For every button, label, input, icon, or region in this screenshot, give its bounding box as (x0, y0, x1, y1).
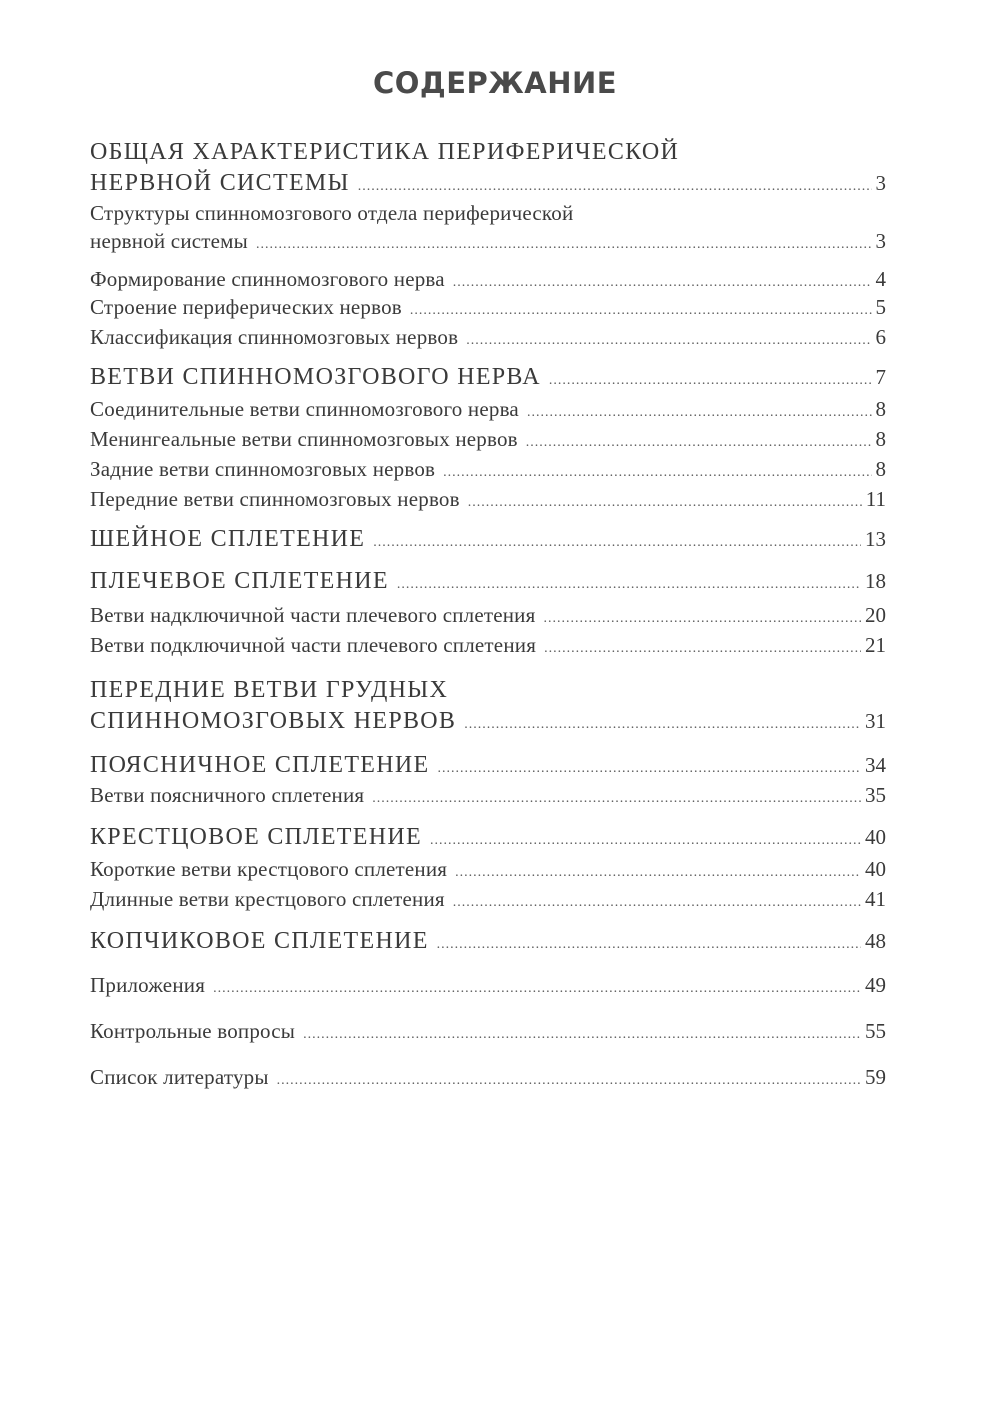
toc-entry[interactable] (90, 426, 886, 456)
toc-entry-title: ПЛЕЧЕВОЕ СПЛЕТЕНИЕ (90, 568, 389, 594)
toc-entry-title-line: ОБЩАЯ ХАРАКТЕРИСТИКА ПЕРИФЕРИЧЕСКОЙ (90, 139, 680, 165)
toc-entry-page-number: 13 (865, 527, 886, 551)
toc-entry[interactable] (90, 822, 886, 856)
dot-leader (435, 460, 871, 486)
toc-entry-page-number: 59 (865, 1065, 886, 1089)
dot-leader (295, 1022, 861, 1048)
dot-leader (429, 930, 861, 960)
dot-leader (365, 528, 861, 558)
page-title: СОДЕРЖАНИЕ (372, 66, 618, 100)
toc-entry-title: Передние ветви спинномозговых нервов (90, 487, 460, 511)
toc-entry-page-number: 31 (865, 709, 886, 733)
toc-entry-title: Менингеальные ветви спинномозговых нервов (90, 427, 518, 451)
toc-entry-title: Классификация спинномозговых нервов (90, 325, 459, 349)
toc-entry-title: Контрольные вопросы (90, 1019, 296, 1043)
toc-entry-page-number: 8 (875, 397, 886, 421)
dot-leader (269, 1068, 861, 1094)
toc-entry-row (90, 972, 886, 1002)
toc-entry-title: КОПЧИКОВОЕ СПЛЕТЕНИЕ (90, 928, 429, 954)
toc-entry-row (90, 926, 886, 960)
toc-entry-row (90, 566, 886, 600)
toc-entry-page-number: 18 (865, 569, 886, 593)
toc-entry-page-number: 7 (875, 365, 886, 389)
toc-entry-page-number: 3 (875, 229, 886, 253)
toc-entry-page-number: 41 (865, 887, 886, 911)
toc-entry-row (90, 856, 886, 886)
toc-entry-row (90, 886, 886, 916)
toc-entry[interactable] (90, 602, 886, 632)
dot-leader (248, 232, 872, 258)
toc-entry-title: Строение периферических нервов (90, 295, 402, 319)
toc-entry[interactable] (90, 324, 886, 354)
toc-entry-title: Формирование спинномозгового нерва (90, 267, 445, 291)
toc-entry-row (90, 294, 886, 324)
toc-entry-row (90, 456, 886, 486)
toc-entry[interactable] (90, 674, 886, 740)
dot-leader (456, 710, 861, 740)
dot-leader (205, 976, 861, 1002)
dot-leader (458, 328, 871, 354)
dot-leader (535, 606, 861, 632)
dot-leader (402, 298, 872, 324)
toc-entry-title: Ветви подключичной части плечевого сплетения (90, 633, 537, 657)
toc-entry-row (90, 1018, 886, 1048)
toc-entry[interactable] (90, 362, 886, 396)
toc-entry-title: Приложения (90, 973, 206, 997)
toc-entry-title: ШЕЙНОЕ СПЛЕТЕНИЕ (90, 526, 366, 552)
toc-entry-row (90, 324, 886, 354)
toc-entry-page-number: 48 (865, 929, 886, 953)
toc-entry-title-line: Структуры спинномозгового отдела периферической (90, 201, 574, 225)
toc-entry-row (90, 632, 886, 662)
toc-entry-page-number: 5 (875, 295, 886, 319)
toc-entry[interactable] (90, 972, 886, 1002)
toc-entry-row (90, 782, 886, 812)
toc-entry[interactable] (90, 198, 886, 258)
toc-entry[interactable] (90, 266, 886, 296)
toc-entry[interactable] (90, 926, 886, 960)
toc-entry-page-number: 49 (865, 973, 886, 997)
toc-entry-title: Ветви надключичной части плечевого сплетения (90, 603, 536, 627)
toc-entry-title: ПОЯСНИЧНОЕ СПЛЕТЕНИЕ (90, 752, 430, 778)
toc-entry-title: Список литературы (90, 1065, 269, 1089)
toc-entry-row (90, 1064, 886, 1094)
dot-leader (460, 490, 862, 516)
toc-entry-page-number: 55 (865, 1019, 886, 1043)
toc-entry[interactable] (90, 632, 886, 662)
dot-leader (536, 636, 861, 662)
dot-leader (364, 786, 861, 812)
toc-entry-page-number: 8 (875, 427, 886, 451)
toc-entry-row (90, 396, 886, 426)
dot-leader (518, 430, 872, 456)
toc-entry-title: Короткие ветви крестцового сплетения (90, 857, 448, 881)
toc-entry[interactable] (90, 294, 886, 324)
toc-entry-row (90, 228, 886, 258)
toc-entry-row (90, 602, 886, 632)
toc-entry[interactable] (90, 1018, 886, 1048)
toc-entry-page-number: 21 (865, 633, 886, 657)
toc-entry-row (90, 524, 886, 558)
toc-entry-page-number: 8 (875, 457, 886, 481)
toc-entry[interactable] (90, 782, 886, 812)
toc-entry-page-number: 6 (875, 325, 886, 349)
toc-entry-page-number: 4 (875, 267, 886, 291)
toc-entry-page-number: 3 (875, 171, 886, 195)
toc-entry-title: КРЕСТЦОВОЕ СПЛЕТЕНИЕ (90, 824, 422, 850)
toc-entry[interactable] (90, 566, 886, 600)
toc-entry-page-number: 40 (865, 857, 886, 881)
toc-entry-page-number: 40 (865, 825, 886, 849)
toc-entry-row (90, 486, 886, 516)
dot-leader (519, 400, 872, 426)
toc-entry[interactable] (90, 524, 886, 558)
toc-entry-title: НЕРВНОЙ СИСТЕМЫ (90, 170, 350, 196)
dot-leader (445, 270, 872, 296)
toc-entry-title: Соединительные ветви спинномозгового нерва (90, 397, 519, 421)
toc-entry[interactable] (90, 396, 886, 426)
toc-entry-title-line: ПЕРЕДНИЕ ВЕТВИ ГРУДНЫХ (90, 677, 449, 703)
dot-leader (422, 826, 861, 856)
toc-entry-title: нервной системы (90, 229, 248, 253)
toc-entry-row (90, 426, 886, 456)
toc-entry-title: ВЕТВИ СПИННОМОЗГОВОГО НЕРВА (90, 364, 541, 390)
dot-leader (445, 890, 861, 916)
toc-entry-row (90, 706, 886, 740)
toc-entry-page-number: 11 (865, 487, 886, 511)
toc-entry-row (90, 822, 886, 856)
toc-entry-title: Ветви поясничного сплетения (90, 783, 365, 807)
toc-entry-title: СПИННОМОЗГОВЫХ НЕРВОВ (90, 708, 457, 734)
toc-entry-title: Длинные ветви крестцового сплетения (90, 887, 445, 911)
toc-entry-row (90, 750, 886, 784)
toc-entry-row (90, 266, 886, 296)
dot-leader (447, 860, 861, 886)
toc-entry-title: Задние ветви спинномозговых нервов (90, 457, 436, 481)
toc-entry-page-number: 34 (865, 753, 886, 777)
toc-entry[interactable] (90, 136, 886, 202)
toc-entry[interactable] (90, 486, 886, 516)
toc-entry[interactable] (90, 456, 886, 486)
toc-entry-page-number: 35 (865, 783, 886, 807)
toc-entry-row (90, 168, 886, 202)
toc-entry[interactable] (90, 886, 886, 916)
dot-leader (429, 754, 861, 784)
toc-entry[interactable] (90, 856, 886, 886)
toc-entry-page-number: 20 (865, 603, 886, 627)
toc-entry-row (90, 362, 886, 396)
dot-leader (541, 366, 872, 396)
toc-entry[interactable] (90, 750, 886, 784)
toc-entry[interactable] (90, 1064, 886, 1094)
dot-leader (389, 570, 861, 600)
